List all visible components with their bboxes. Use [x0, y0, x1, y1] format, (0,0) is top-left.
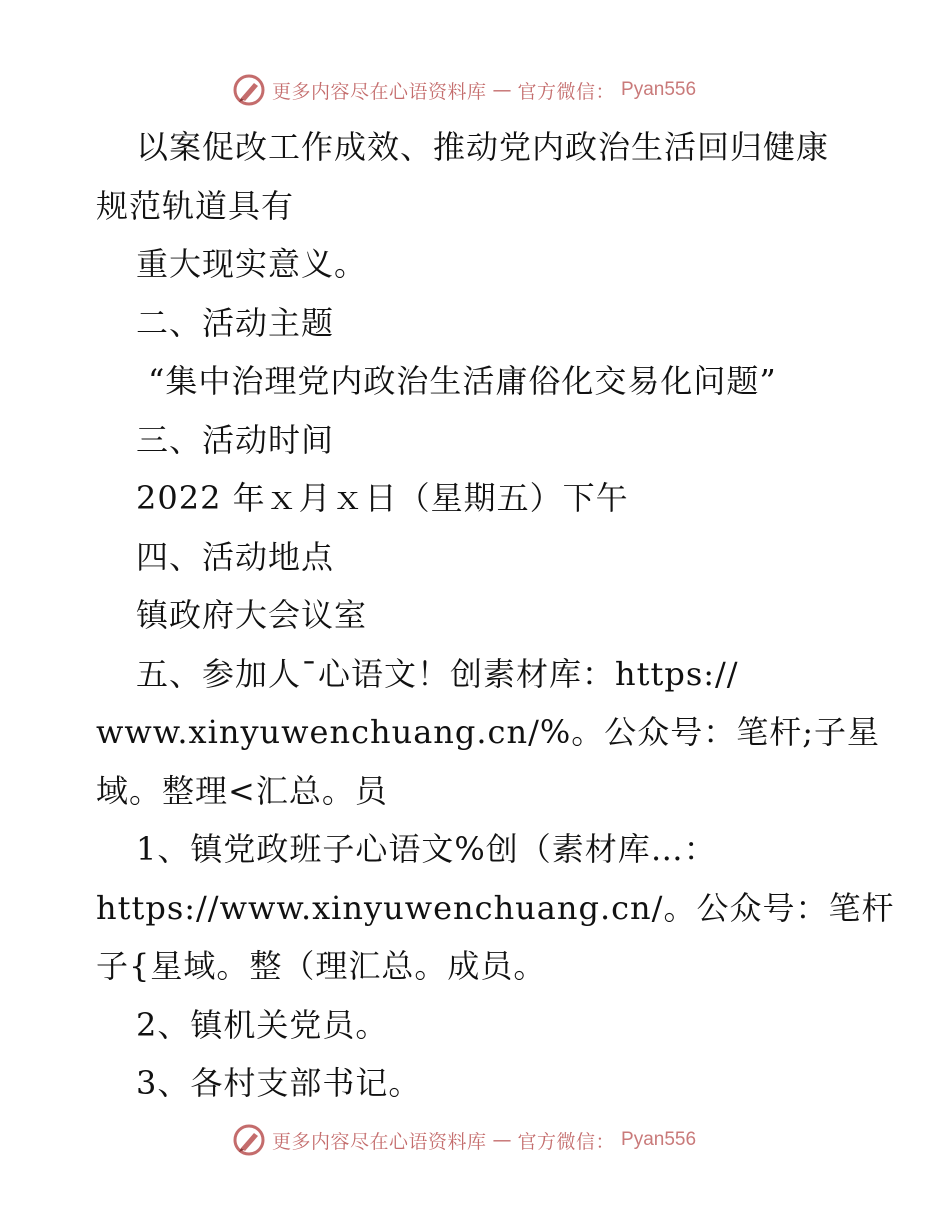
header-watermark	[232, 70, 696, 110]
text-line: 2022 年ｘ月ｘ日（星期五）下午	[136, 479, 629, 517]
text-line: 以案促改工作成效、推动党内政治生活回归健康	[136, 128, 830, 166]
text-line: 四、活动地点	[136, 537, 335, 576]
pen-seal-icon	[232, 73, 266, 107]
text-line: 重大现实意义。	[136, 245, 368, 283]
watermark-dash: —	[492, 79, 512, 101]
watermark-brand: Pyan556	[621, 79, 697, 100]
text-line: https://www.xinyuwenchuang.cn/。公众号：笔杆	[96, 888, 895, 927]
watermark-text: 更多内容尽在心语资料库	[272, 80, 487, 103]
text-line: www.xinyuwenchuang.cn/%。公众号：笔杆;子星	[96, 713, 881, 751]
text-line: 子{星域。整（理汇总。成员。	[96, 947, 547, 985]
watermark-dash: —	[492, 1129, 512, 1151]
text-line: 1、镇党政班子心语文%创（素材库…：	[136, 830, 717, 868]
text-line: “集中治理党内政治生活庸俗化交易化问题”	[148, 362, 777, 400]
text-line: 规范轨道具有	[96, 186, 295, 225]
footer-watermark	[232, 1120, 696, 1160]
text-line: 域。整理<汇总。员	[96, 771, 388, 810]
pen-seal-icon	[232, 1123, 266, 1157]
text-line: 三、活动时间	[136, 420, 335, 459]
text-line: 五、参加人¯心语文！创素材库：https://	[136, 654, 739, 693]
watermark-text: 更多内容尽在心语资料库	[272, 1130, 487, 1153]
text-line: 二、活动主题	[136, 303, 335, 342]
text-line: 镇政府大会议室	[136, 596, 368, 634]
watermark-label: 官方微信：	[517, 80, 616, 103]
watermark-label: 官方微信：	[517, 1130, 616, 1153]
text-line: 3、各村支部书记。	[136, 1064, 422, 1102]
watermark-brand: Pyan556	[621, 1129, 697, 1150]
document-body	[96, 118, 895, 1113]
text-line: 2、镇机关党员。	[136, 1005, 389, 1044]
